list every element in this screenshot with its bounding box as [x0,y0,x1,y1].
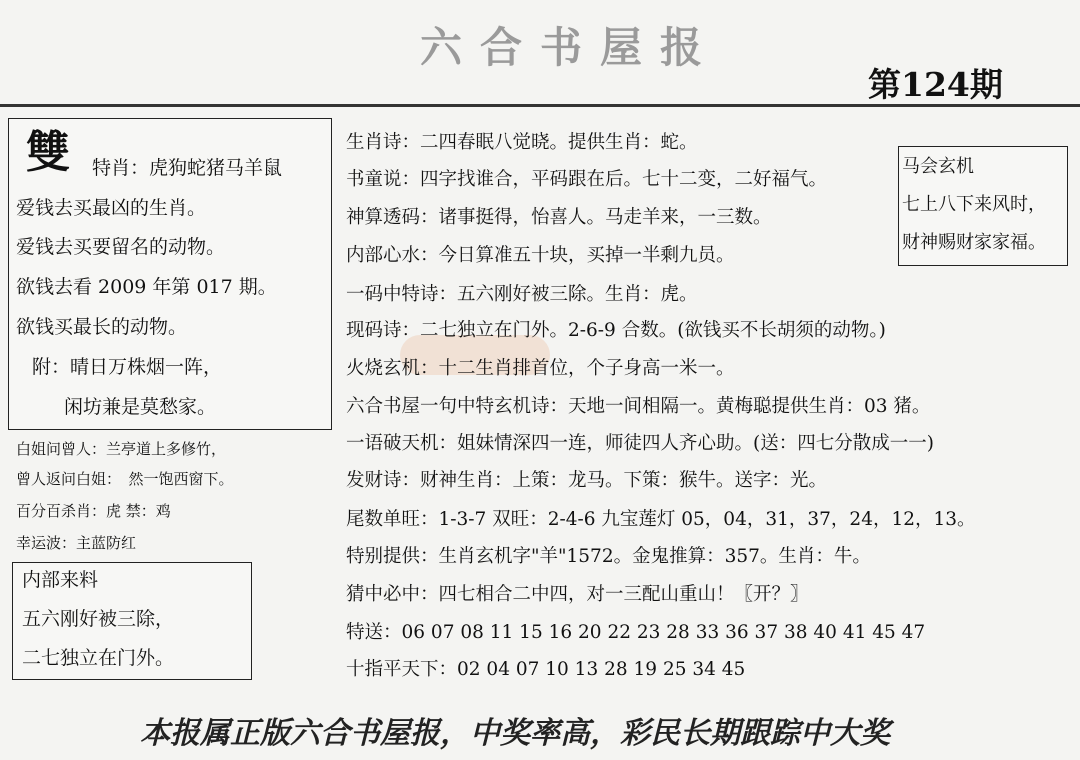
main-line: 六合书屋一句中特玄机诗：天地一间相隔一。黄梅聪提供生肖：03 猪。 [346,396,931,417]
internal-box-line: 内部来料 [22,569,99,591]
left-box-line: 附：晴日万株烟一阵， [32,356,223,378]
main-line: 神算透码：诸事挺得，怡喜人。马走羊来，一三数。 [346,207,772,228]
left-box-line: 特肖：虎狗蛇猪马羊鼠 [92,157,283,179]
main-line: 火烧玄机：十二生肖排首位，个子身高一米一。 [346,358,735,379]
small-tip-line: 百分百杀肖：虎 禁：鸡 [16,502,171,520]
small-tip-line: 白姐问曾人：兰亭道上多修竹， [16,440,227,458]
main-line: 十指平天下：02 04 07 10 13 28 19 25 34 45 [346,659,746,680]
header-divider [0,104,1080,107]
internal-box-line: 五六刚好被三除， [22,608,175,630]
main-line: 一语破天机：姐妹情深四一连，师徒四人齐心助。(送：四七分散成一一) [346,433,934,454]
small-tip-line: 幸运波：主蓝防红 [16,534,137,552]
left-box-line: 欲钱买最长的动物。 [16,316,188,338]
big-character: 雙 [26,127,70,178]
right-box-line: 马会玄机 [902,156,974,177]
main-line: 内部心水：今日算准五十块，买掉一半剩九员。 [346,245,735,266]
main-line: 特别提供：生肖玄机字"羊"1572。金鬼推算：357。生肖：牛。 [346,546,871,567]
main-line: 一码中特诗：五六刚好被三除。生肖：虎。 [346,284,698,305]
left-box-line: 爱钱去买最凶的生肖。 [16,197,207,219]
right-box-line: 七上八下来风时， [902,194,1046,215]
issue-number: 第124期 [868,65,1003,104]
main-line: 现码诗：二七独立在门外。2-6-9 合数。(欲钱买不长胡须的动物。) [346,320,886,341]
main-line: 发财诗：财神生肖：上策：龙马。下策：猴牛。送字：光。 [346,470,828,491]
newspaper-title: 六合书屋报 [420,23,721,72]
right-box-line: 财神赐财家家福。 [902,232,1046,253]
internal-box-line: 二七独立在门外。 [22,647,175,669]
main-line: 猜中必中：四七相合二中四，对一三配山重山！〖开？〗 [346,584,809,605]
main-line: 特送：06 07 08 11 15 16 20 22 23 28 33 36 37 38 40 41 45 47 [346,622,926,643]
left-box-line: 闲坊兼是莫愁家。 [64,396,217,418]
small-tip-line: 曾人返问白姐： 然一饱西窗下。 [16,470,234,488]
main-line: 尾数单旺：1-3-7 双旺：2-4-6 九宝莲灯 05，04，31，37，24，12，13。 [346,509,976,530]
main-line: 书童说：四字找谁合，平码跟在后。七十二变，二好福气。 [346,169,828,190]
left-box-line: 爱钱去买要留名的动物。 [16,236,226,258]
left-box-line: 欲钱去看 2009 年第 017 期。 [16,276,277,298]
main-line: 生肖诗：二四春眠八觉晓。提供生肖：蛇。 [346,132,698,153]
footer-slogan: 本报属正版六合书屋报，中奖率高，彩民长期跟踪中大奖 [140,716,890,751]
